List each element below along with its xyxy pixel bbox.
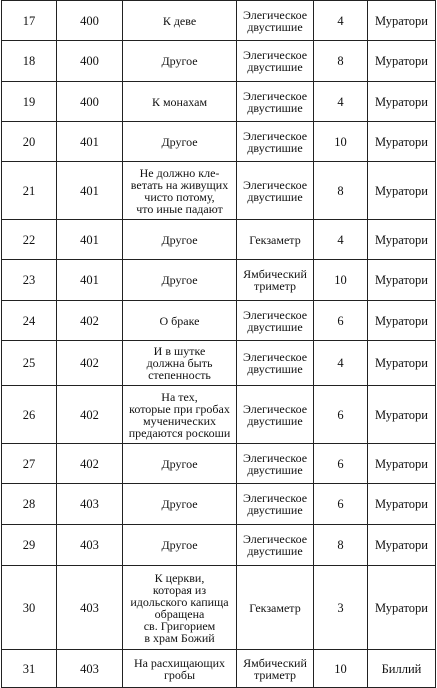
table-row (2, 484, 436, 525)
line-count: 3 (314, 566, 368, 650)
source-name: Муратори (368, 1, 436, 41)
source-name: Муратори (368, 341, 436, 386)
line-count: 10 (314, 650, 368, 688)
verse-form: Элегическое двустишие (237, 122, 314, 162)
poems-table (1, 0, 436, 688)
page-number: 403 (57, 566, 123, 650)
page-number: 402 (57, 341, 123, 386)
verse-form: Гекзаметр (237, 566, 314, 650)
page-number: 400 (57, 1, 123, 41)
page-number: 402 (57, 386, 123, 444)
source-name: Муратори (368, 444, 436, 484)
page-number: 401 (57, 122, 123, 162)
verse-form: Элегическое двустишие (237, 41, 314, 82)
page-number: 401 (57, 162, 123, 220)
page-number: 403 (57, 525, 123, 566)
poem-number: 20 (2, 122, 57, 162)
poem-number: 29 (2, 525, 57, 566)
page-number: 402 (57, 301, 123, 341)
poem-number: 19 (2, 82, 57, 122)
table-row (2, 341, 436, 386)
line-count: 8 (314, 162, 368, 220)
poem-title: Не должно кле- ветать на живущих чисто потому, что иные падают (123, 162, 237, 220)
line-count: 4 (314, 220, 368, 260)
poem-number: 27 (2, 444, 57, 484)
poem-title: Другое (123, 525, 237, 566)
table-row (2, 82, 436, 122)
verse-form: Ямбический триметр (237, 650, 314, 688)
verse-form: Элегическое двустишие (237, 162, 314, 220)
poem-number: 26 (2, 386, 57, 444)
source-name: Муратори (368, 162, 436, 220)
source-name: Муратори (368, 566, 436, 650)
table-row (2, 650, 436, 688)
poem-title: Другое (123, 41, 237, 82)
poem-number: 22 (2, 220, 57, 260)
verse-form: Ямбический триметр (237, 260, 314, 301)
poem-number: 25 (2, 341, 57, 386)
source-name: Муратори (368, 525, 436, 566)
table-row (2, 1, 436, 41)
poems-table-body (2, 1, 436, 688)
line-count: 6 (314, 301, 368, 341)
poem-title: О браке (123, 301, 237, 341)
table-row (2, 162, 436, 220)
poem-title: Другое (123, 220, 237, 260)
line-count: 8 (314, 41, 368, 82)
table-row (2, 525, 436, 566)
table-row (2, 220, 436, 260)
source-name: Муратори (368, 122, 436, 162)
verse-form: Элегическое двустишие (237, 525, 314, 566)
poem-title: И в шутке должна быть степенность (123, 341, 237, 386)
verse-form: Элегическое двустишие (237, 82, 314, 122)
line-count: 6 (314, 386, 368, 444)
page-number: 401 (57, 220, 123, 260)
table-row (2, 122, 436, 162)
verse-form: Гекзаметр (237, 220, 314, 260)
poem-title: К церкви, которая из идольского капища обращена св. Григорием в храм Божий (123, 566, 237, 650)
poem-title: Другое (123, 444, 237, 484)
table-row (2, 444, 436, 484)
page-number: 401 (57, 260, 123, 301)
source-name: Муратори (368, 484, 436, 525)
poem-title: К монахам (123, 82, 237, 122)
verse-form: Элегическое двустишие (237, 444, 314, 484)
page-number: 403 (57, 484, 123, 525)
page-number: 402 (57, 444, 123, 484)
source-name: Муратори (368, 41, 436, 82)
page-number: 400 (57, 41, 123, 82)
poem-number: 18 (2, 41, 57, 82)
source-name: Муратори (368, 386, 436, 444)
line-count: 10 (314, 260, 368, 301)
verse-form: Элегическое двустишие (237, 341, 314, 386)
poem-number: 24 (2, 301, 57, 341)
page-number: 403 (57, 650, 123, 688)
poem-number: 30 (2, 566, 57, 650)
poem-number: 31 (2, 650, 57, 688)
source-name: Биллий (368, 650, 436, 688)
poem-number: 28 (2, 484, 57, 525)
line-count: 8 (314, 525, 368, 566)
line-count: 6 (314, 484, 368, 525)
line-count: 4 (314, 1, 368, 41)
source-name: Муратори (368, 220, 436, 260)
poem-number: 23 (2, 260, 57, 301)
poem-title: К деве (123, 1, 237, 41)
poem-title: Другое (123, 122, 237, 162)
poem-number: 17 (2, 1, 57, 41)
verse-form: Элегическое двустишие (237, 1, 314, 41)
verse-form: Элегическое двустишие (237, 301, 314, 341)
source-name: Муратори (368, 260, 436, 301)
line-count: 10 (314, 122, 368, 162)
poem-title: Другое (123, 484, 237, 525)
source-name: Муратори (368, 301, 436, 341)
table-row (2, 260, 436, 301)
table-row (2, 566, 436, 650)
poem-number: 21 (2, 162, 57, 220)
table-row (2, 386, 436, 444)
page-number: 400 (57, 82, 123, 122)
line-count: 4 (314, 341, 368, 386)
poem-title: Другое (123, 260, 237, 301)
source-name: Муратори (368, 82, 436, 122)
poem-title: На тех, которые при гробах мученических предаются роскоши (123, 386, 237, 444)
line-count: 4 (314, 82, 368, 122)
table-row (2, 41, 436, 82)
poem-title: На расхищающих гробы (123, 650, 237, 688)
table-row (2, 301, 436, 341)
verse-form: Элегическое двустишие (237, 386, 314, 444)
line-count: 6 (314, 444, 368, 484)
verse-form: Элегическое двустишие (237, 484, 314, 525)
